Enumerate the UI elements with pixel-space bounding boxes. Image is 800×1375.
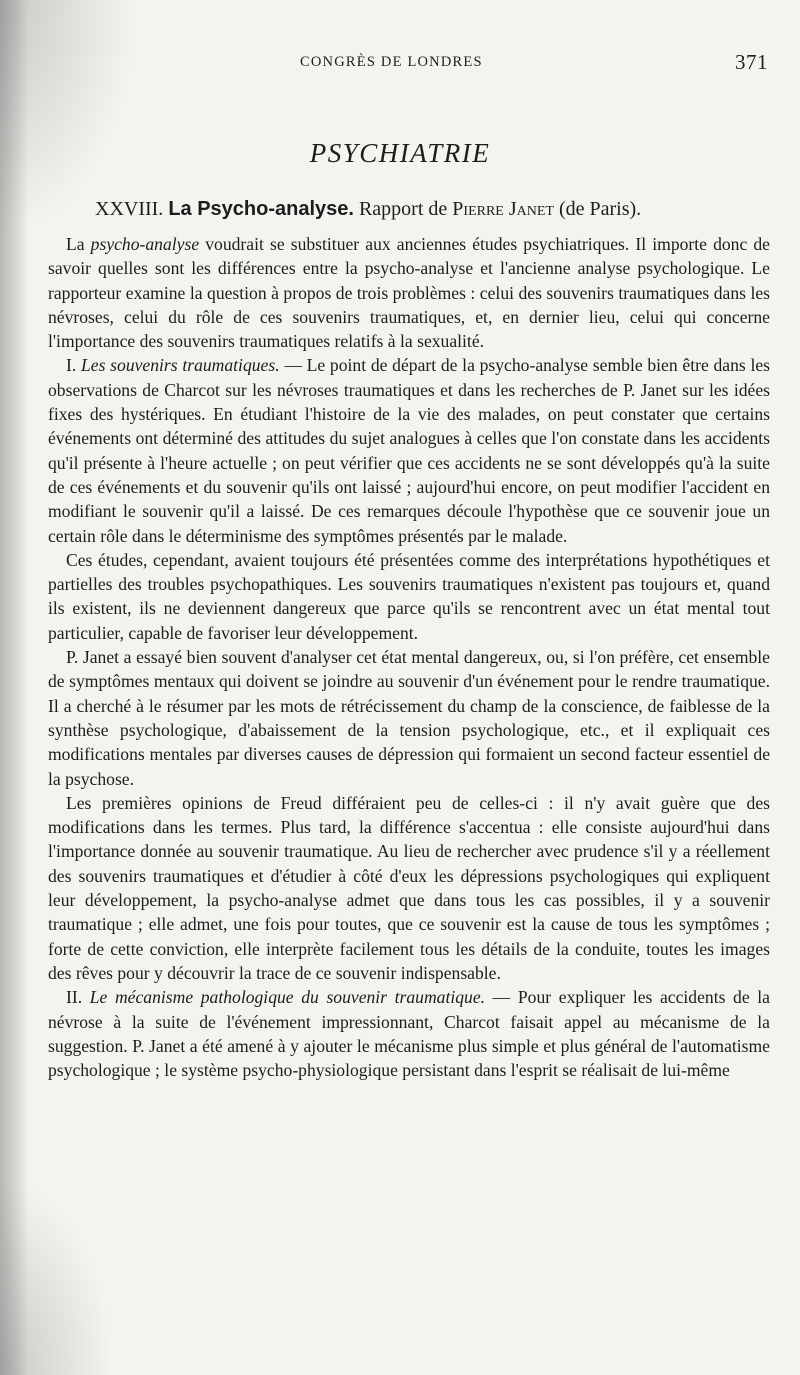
paragraph: P. Janet a essayé bien souvent d'analyser cet état mental dangereux, ou, si l'on préfère, cet ensemble de symptômes mentaux qui doivent se joindre au souvenir d'un événement pour le rendre traumatique. Il a cherché à le résumer par les mots de rétrécissement du champ de la conscience, de faiblesse de la synthèse psychologique, d'abaissement de la tension psychologique, etc., et il expliquait ces modifications mentales par diverses causes de dépression qui formaient un second facteur essentiel de la psychose.	[48, 647, 770, 789]
report-prefix: Rapport de	[358, 198, 448, 220]
paragraph: Les premières opinions de Freud différaient peu de celles-ci : il n'y avait guère que des modifications dans les termes. Plus tard, la différence s'accentua : elle consiste aujourd'hui dans l'importance donnée au souvenir traumatique. Au lieu de rechercher avec prudence s'il y a réellement des souvenirs traumatiques et d'étudier à côté d'eux les dépressions psychologiques qui expliquent leur développement, la psycho-analyse admet que dans tous les cas possibles, il y a souvenir traumatique ; elle admet, une fois pour toutes, que ce souvenir est la cause de tous les symptômes ; forte de cette conviction, elle interprète facilement tous les détails de la conduite, toutes les images des rêves pour y découvrir la trace de ce souvenir indispensable.	[48, 792, 770, 983]
paragraph: Ces études, cependant, avaient toujours été présentées comme des interprétations hypothétiques et partielles des troubles psychopathiques. Les souvenirs traumatiques n'existent pas toujours et, quand ils existent, ils ne deviennent dangereux que parce qu'ils se rencontrent avec un état mental tout particulier, capable de favoriser leur développement.	[48, 549, 770, 643]
running-title: CONGRÈS DE LONDRES	[300, 54, 483, 70]
article-author: Pierre Janet	[452, 198, 554, 220]
paragraph: II. Le mécanisme pathologique du souvenir traumatique. — Pour expliquer les accidents de la névrose à la suite de l'événement impressionnant, Charcot faisait appel au mécanisme de la suggestion. P. Janet a été amené à y ajouter le mécanisme plus simple et plus général de l'automatisme psychologique ; le système psycho-physiologique persistant dans l'esprit se réalisait de lui-même	[48, 987, 770, 1081]
running-head	[0, 50, 800, 80]
article-title: La Psycho-analyse.	[168, 198, 354, 220]
page-edge-shadow	[0, 0, 28, 1375]
body-text	[48, 232, 770, 1082]
author-location: (de Paris).	[558, 198, 642, 220]
article-heading	[95, 198, 641, 221]
article-number: XXVIII.	[95, 198, 164, 220]
paragraph: I. Les souvenirs traumatiques. — Le point de départ de la psycho-analyse semble bien être dans les observations de Charcot sur les névroses traumatiques et dans les recherches de P. Janet sur les idées fixes des hystériques. En étudiant l'histoire de la vie des malades, on peut constater que certains événements ont déterminé des attitudes du sujet analogues à celles que l'on constate dans les accidents qu'il présente à l'heure actuelle ; on peut vérifier que ces accidents ne se sont développés qu'à la suite de ces événements et du souvenir qu'ils ont laissé ; aujourd'hui encore, on peut modifier l'accident en modifiant le souvenir qu'il a laissé. De ces remarques découle l'hypothèse que ce souvenir joue un certain rôle dans le déterminisme des symptômes présentés par le malade.	[48, 355, 771, 546]
section-title: PSYCHIATRIE	[309, 138, 491, 168]
paragraph: La psycho-analyse voudrait se substituer aux anciennes études psychiatriques. Il importe donc de savoir quelles sont les différences entre la psycho-analyse et l'ancienne analyse psychologique. Le rapporteur examine la question à propos de trois problèmes : celui des souvenirs traumatiques dans les névroses, celui du rôle de ces souvenirs traumatiques, et, en dernier lieu, celui qui concerne l'importance des souvenirs traumatiques relatifs à la sexualité.	[48, 234, 770, 352]
page-number: 371	[735, 50, 768, 74]
